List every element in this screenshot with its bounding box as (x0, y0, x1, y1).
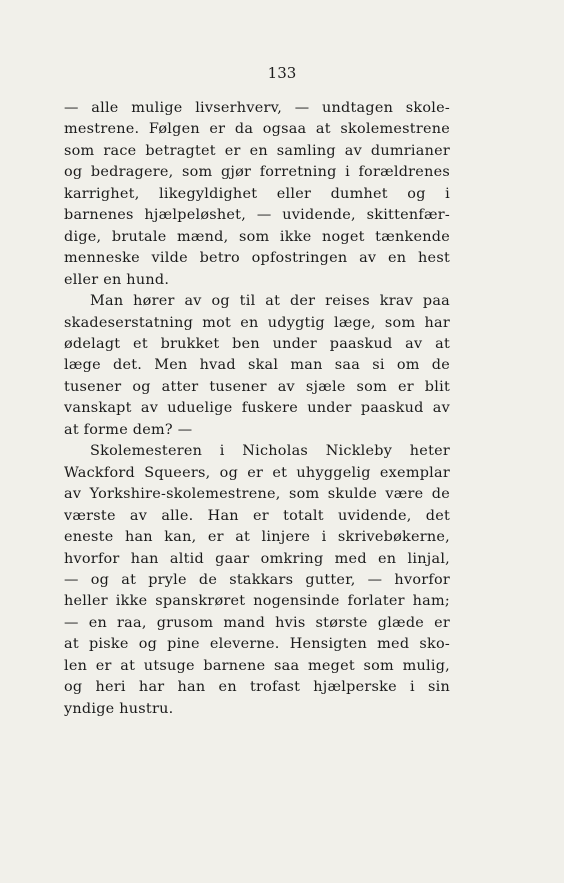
text-line: eneste han kan, er at linjere i skrivebøkerne, (64, 529, 450, 546)
text-line: av Yorkshire-skolemestrene, som skulde være de (64, 486, 450, 503)
paragraph (64, 441, 450, 720)
text-line: læge det. Men hvad skal man saa si om de (64, 357, 450, 374)
text-line: skadeserstatning mot en udygtig læge, som har (64, 314, 450, 331)
text-line: yndige hustru. (64, 700, 174, 717)
text-line: eller en hund. (64, 271, 170, 288)
text-line: ødelagt et brukket ben under paaskud av at (64, 335, 450, 352)
text-line: barnenes hjælpeløshet, — uvidende, skittenfær- (64, 207, 450, 224)
text-line: heller ikke spanskrøret nogensinde forlater ham; (64, 593, 450, 610)
text-line: Man hører av og til at der reises krav paa (90, 293, 450, 310)
text-line: menneske vilde betro opfostringen av en hest (64, 250, 450, 267)
text-line: at piske og pine eleverne. Hensigten med sko- (64, 636, 450, 653)
text-line: hvorfor han altid gaar omkring med en linjal, (64, 550, 450, 567)
page-number: 133 (267, 64, 297, 82)
text-line: — en raa, grusom mand hvis største glæde er (64, 614, 450, 631)
paragraph (64, 291, 450, 441)
text-line: værste av alle. Han er totalt uvidende, det (64, 507, 450, 524)
text-line: og bedragere, som gjør forretning i forældrenes (64, 164, 450, 181)
text-line: som race betragtet er en samling av dumrianer (64, 142, 450, 159)
text-line: og heri har han en trofast hjælperske i sin (64, 679, 450, 696)
text-line: Wackford Squeers, og er et uhyggelig exemplar (64, 464, 450, 481)
text-line: mestrene. Følgen er da ogsaa at skolemestrene (64, 121, 450, 138)
text-line: karrighet, likegyldighet eller dumhet og i (64, 185, 450, 202)
text-line: — og at pryle de stakkars gutter, — hvorfor (64, 571, 450, 588)
text-line: len er at utsuge barnene saa meget som mulig, (64, 657, 450, 674)
text-line: Skolemesteren i Nicholas Nickleby heter (90, 443, 450, 460)
text-line: dige, brutale mænd, som ikke noget tænkende (64, 228, 450, 245)
text-line: vanskapt av uduelige fuskere under paaskud av (64, 400, 450, 417)
text-line: — alle mulige livserhverv, — undtagen skole- (64, 100, 450, 116)
text-line: tusener og atter tusener av sjæle som er blit (64, 378, 450, 395)
paragraph (64, 98, 450, 291)
text-line: at forme dem? — (64, 421, 193, 438)
body-text (64, 98, 450, 720)
